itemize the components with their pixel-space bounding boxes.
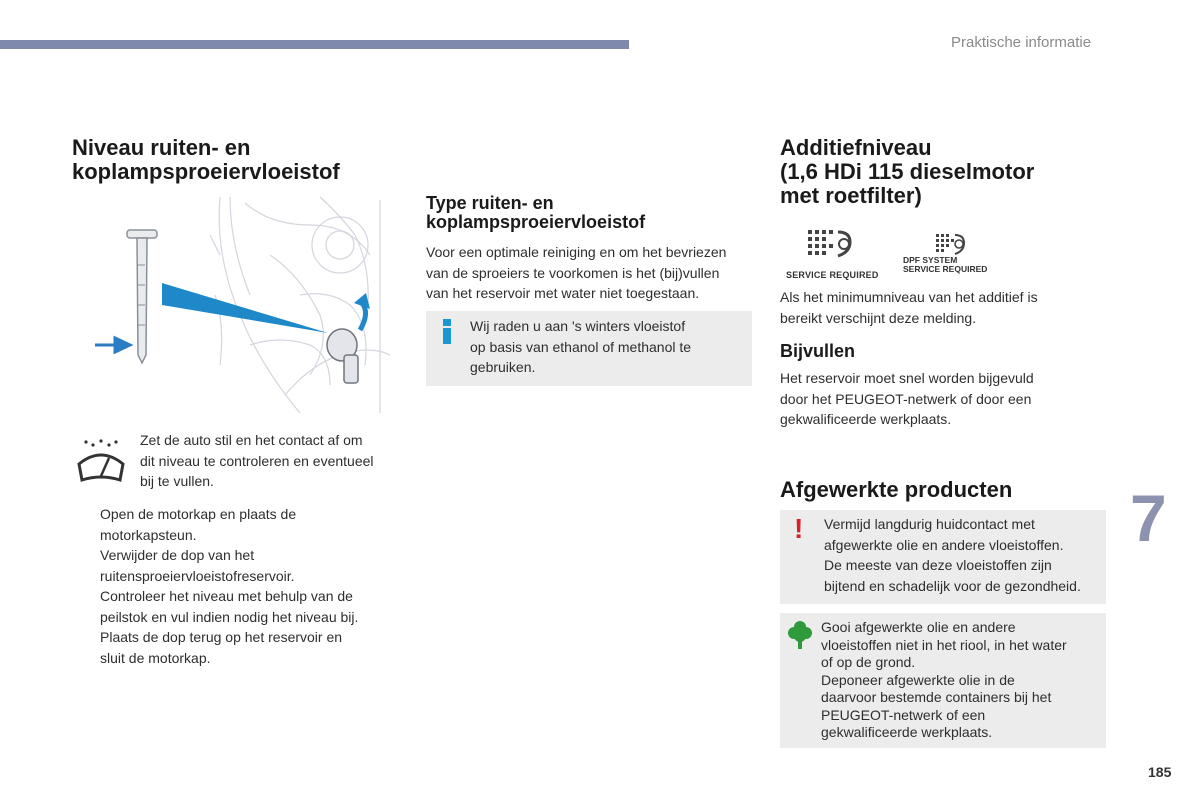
step-line: motorkapsteun. <box>100 526 197 543</box>
right-title-line1: Additiefniveau <box>780 135 932 160</box>
info-line: op basis van ethanol of methanol te <box>470 338 692 355</box>
warning-line: afgewerkte olie en andere vloeistoffen. <box>824 536 1064 553</box>
dpf-system-icon <box>903 232 1003 256</box>
refill-line: gekwalificeerde werkplaats. <box>780 411 952 427</box>
eco-line: Gooi afgewerkte olie en andere <box>821 619 1016 635</box>
eco-line: Deponeer afgewerkte olie in de <box>821 671 1015 688</box>
left-intro-line: Zet de auto stil en het contact af om <box>140 432 363 448</box>
washer-fluid-icon <box>76 436 126 486</box>
chapter-number: 7 <box>1130 481 1167 555</box>
list-item <box>72 586 402 627</box>
eco-line: of op de grond. <box>821 654 916 670</box>
step-line: Plaats de dop terug op het reservoir en <box>100 629 343 645</box>
step-line: peilstok en vul indien nodig het niveau bij. <box>100 608 359 625</box>
warning-line: Vermijd langdurig huidcontact met <box>824 516 1035 532</box>
section-title: Praktische informatie <box>951 34 1092 51</box>
step-line: Open de motorkap en plaats de <box>100 506 297 522</box>
eco-line: daarvoor bestemde containers bij het <box>821 689 1052 705</box>
step-line: sluit de motorkap. <box>100 649 211 666</box>
warning-text <box>824 514 1102 596</box>
warning-icon: ! <box>794 513 804 544</box>
dpf-label-line2: SERVICE REQUIRED <box>903 264 988 274</box>
right-title <box>780 136 1034 208</box>
left-title-line2: koplampsproeiervloeistof <box>72 159 340 184</box>
reservoir-illustration <box>70 195 398 415</box>
info-icon <box>441 319 453 345</box>
refill-line: Het reservoir moet snel worden bijgevuld <box>780 370 1034 386</box>
header-accent-bar <box>0 40 629 49</box>
refill-text <box>780 368 1110 430</box>
warning-line: De meeste van deze vloeistoffen zijn <box>824 557 1052 573</box>
dpf-label <box>903 256 1003 274</box>
middle-body-line: van de sproeiers te voorkomen is het (bij)vullen <box>426 264 720 281</box>
left-intro-line: bij te vullen. <box>140 473 214 489</box>
right-title-line2: (1,6 HDi 115 dieselmotor <box>780 159 1035 184</box>
info-note-text <box>470 316 740 378</box>
info-note-box <box>426 311 752 386</box>
eco-box <box>780 613 1106 748</box>
additive-line: bereikt verschijnt deze melding. <box>780 309 977 326</box>
eco-line: vloeistoffen niet in het riool, in het water <box>821 636 1067 653</box>
additive-service-icon <box>786 226 881 264</box>
right-title-line3: met roetfilter) <box>780 183 922 208</box>
middle-body-line: Voor een optimale reiniging en om het bevriezen <box>426 244 727 260</box>
eco-text <box>821 619 1101 742</box>
step-line: Controleer het niveau met behulp van de <box>100 588 353 604</box>
warning-line: bijtend en schadelijk voor de gezondheid. <box>824 577 1081 594</box>
warning-box <box>780 510 1106 604</box>
step-line: Verwijder de dop van het <box>100 547 255 563</box>
tree-icon <box>788 620 812 650</box>
middle-title-line1: Type ruiten- en <box>426 193 554 213</box>
service-required-indicator <box>786 226 881 280</box>
eco-line: gekwalificeerde werkplaats. <box>821 724 993 740</box>
step-line: ruitensproeiervloeistofreservoir. <box>100 567 295 584</box>
middle-body-line: van het reservoir met water niet toegestaan. <box>426 285 700 301</box>
left-title-line1: Niveau ruiten- en <box>72 135 251 160</box>
info-line: gebruiken. <box>470 359 536 375</box>
service-required-label: SERVICE REQUIRED <box>786 270 879 280</box>
products-title: Afgewerkte producten <box>780 477 1013 502</box>
info-line: Wij raden u aan 's winters vloeistof <box>470 318 686 334</box>
eco-line: PEUGEOT-netwerk of een <box>821 706 986 723</box>
middle-body <box>426 242 756 304</box>
list-item <box>72 545 402 586</box>
refill-line: door het PEUGEOT-netwerk of door een <box>780 390 1032 407</box>
page-number: 185 <box>1148 764 1172 780</box>
middle-title-line2: koplampsproeiervloeistof <box>426 212 646 232</box>
refill-title: Bijvullen <box>780 341 856 361</box>
dpf-service-indicator <box>903 232 1003 280</box>
left-intro <box>140 430 402 492</box>
left-steps <box>72 504 402 668</box>
additive-text <box>780 287 1110 328</box>
additive-line: Als het minimumniveau van het additief is <box>780 289 1038 305</box>
left-intro-line: dit niveau te controleren en eventueel <box>140 452 374 469</box>
list-item <box>72 627 402 668</box>
dpf-label-line1: DPF SYSTEM <box>903 255 958 265</box>
middle-title <box>426 194 645 232</box>
left-title <box>72 136 340 184</box>
list-item <box>72 504 402 545</box>
